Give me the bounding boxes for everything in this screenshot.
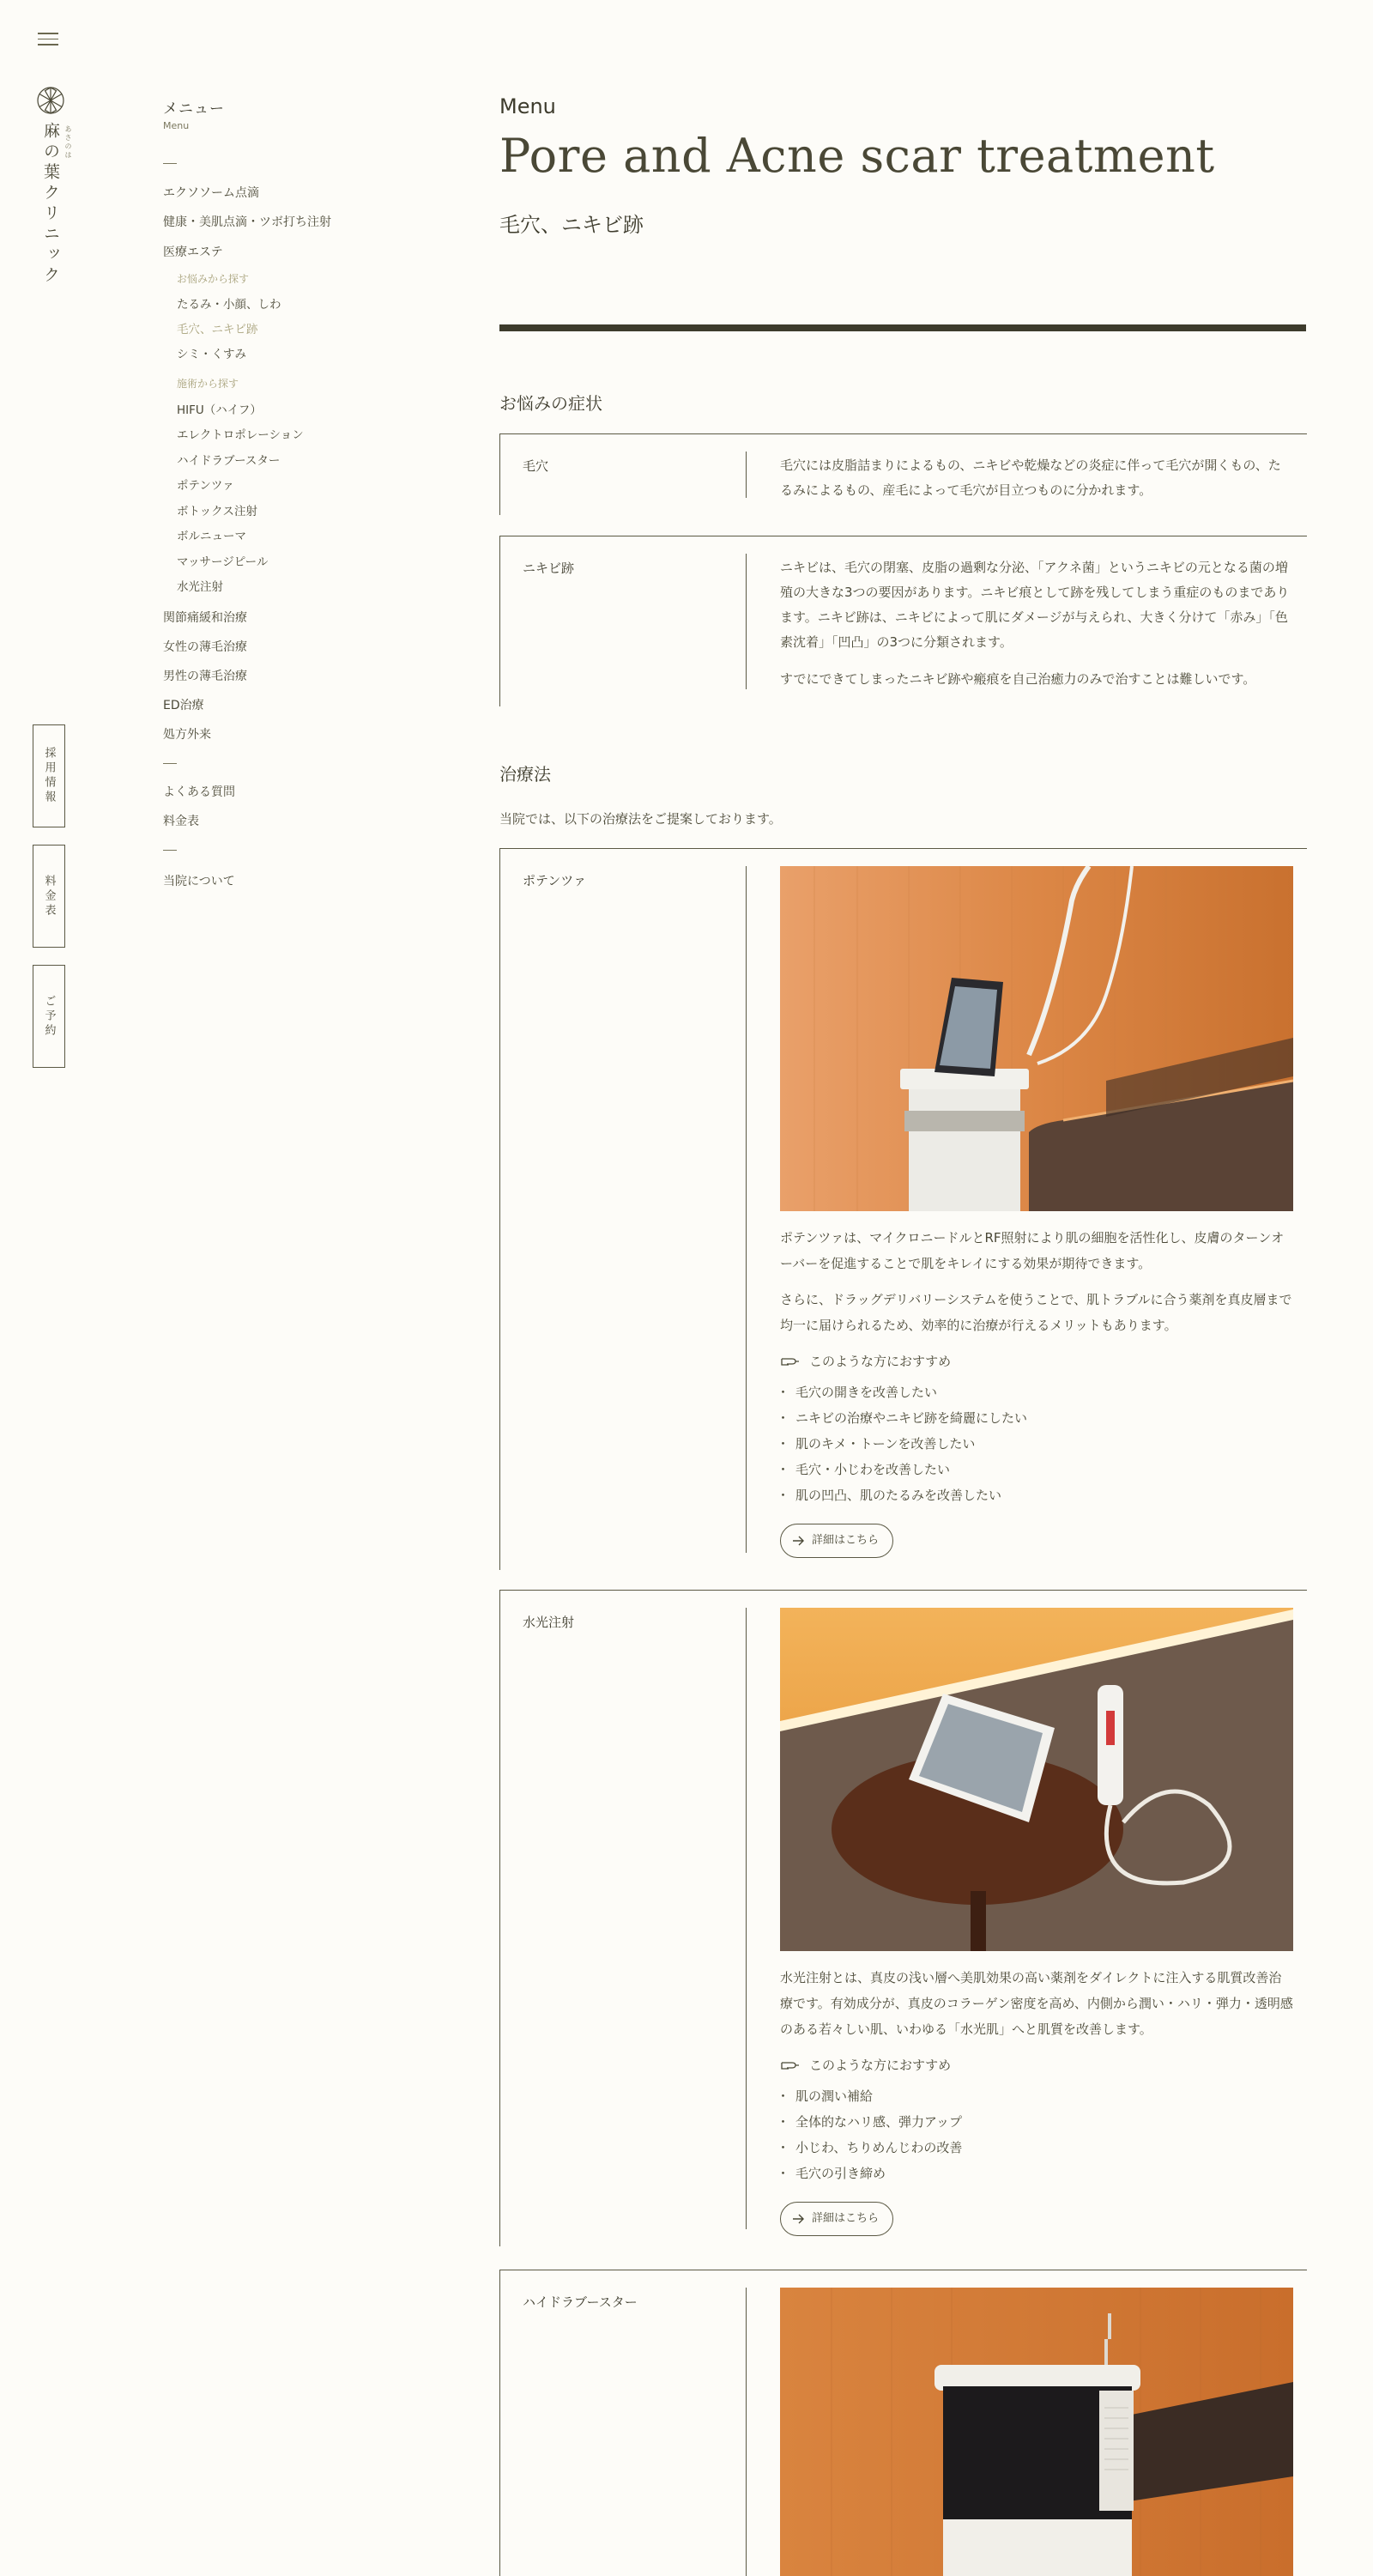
list-item: ・ 肌のキメ・トーンを改善したい	[780, 1431, 1293, 1457]
symptom-label: ニキビ跡	[523, 561, 575, 576]
detail-button-label: 詳細はこちら	[812, 2212, 880, 2225]
menu-divider	[163, 763, 177, 764]
menu-item-health-drip[interactable]: 健康・美肌点滴・ツボ打ち注射	[163, 215, 331, 229]
recruit-label: 採用情報	[42, 747, 56, 805]
menu-item-spots[interactable]: シミ・くすみ	[177, 348, 246, 361]
menu-item-about[interactable]: 当院について	[163, 875, 235, 888]
potenza-detail-button[interactable]	[780, 1524, 893, 1558]
menu-item-massage-peel[interactable]: マッサージピール	[177, 555, 269, 569]
menu-item-ed[interactable]: ED治療	[163, 699, 204, 712]
menu-item-hydra[interactable]: ハイドラブースター	[177, 454, 281, 468]
pricing-side-button[interactable]	[33, 845, 65, 948]
treatment-paragraph: さらに、ドラッグデリバリーシステムを使うことで、肌トラブルに合う薬剤を真皮層まで均一に届けられるため、効率的に治療が行えるメリットもあります。	[780, 1292, 1292, 1333]
menu-item-pore-active[interactable]: 毛穴、ニキビ跡	[177, 323, 258, 336]
water-light-device-photo	[780, 1608, 1293, 1951]
treatment-card-potenza	[499, 848, 1307, 1570]
pricing-side-label: 料金表	[42, 874, 56, 918]
arrow-right-icon	[791, 1534, 805, 1548]
treatment-name: ポテンツァ	[523, 873, 587, 888]
menu-category-treatment: 施術から探す	[177, 378, 239, 390]
card-divider	[746, 452, 747, 498]
symptom-card-acne-scar	[499, 536, 1307, 706]
arrow-right-icon	[791, 2212, 805, 2226]
treatment-details	[780, 1225, 1293, 1558]
symptom-description	[780, 555, 1291, 704]
brand-ruby: あさのは	[64, 125, 72, 160]
menu-item-sagging[interactable]: たるみ・小顔、しわ	[177, 298, 281, 312]
menu-item-water-light[interactable]: 水光注射	[177, 580, 223, 594]
list-item: ・ 毛穴の開きを改善したい	[780, 1379, 1293, 1405]
treatment-paragraph: ポテンツァは、マイクロニードルとRF照射により肌の細胞を活性化し、皮膚のターンオーバーを促進することで肌をキレイにする効果が期待できます。	[780, 1230, 1285, 1271]
title-rule	[499, 324, 1306, 331]
menu-item-electroporation[interactable]: エレクトロポレーション	[177, 428, 304, 442]
menu-item-botox[interactable]: ボトックス注射	[177, 505, 257, 518]
treatments-lead: 当院では、以下の治療法をご提案しております。	[499, 811, 782, 827]
symptom-paragraph: すでにできてしまったニキビ跡や瘢痕を自己治癒力のみで治すことは難しいです。	[780, 671, 1256, 687]
list-item: ・ ニキビの治療やニキビ跡を綺麗にしたい	[780, 1405, 1293, 1431]
list-item: ・ 毛穴・小じわを改善したい	[780, 1457, 1293, 1482]
list-item: ・ 全体的なハリ感、弾力アップ	[780, 2109, 1293, 2135]
menu-subtitle: Menu	[163, 120, 190, 131]
list-item: ・ 肌の潤い補給	[780, 2083, 1293, 2109]
menu-divider	[163, 163, 177, 164]
card-divider	[746, 866, 747, 1553]
recruit-button[interactable]	[33, 724, 65, 827]
menu-category-concern: お悩みから探す	[177, 273, 250, 285]
menu-title: メニュー	[163, 100, 225, 118]
page-subtitle: 毛穴、ニキビ跡	[499, 213, 644, 237]
symptoms-heading: お悩みの症状	[499, 393, 602, 414]
recommend-heading	[780, 2052, 1293, 2078]
water-light-detail-button[interactable]	[780, 2202, 893, 2236]
symptom-paragraph: 毛穴には皮脂詰まりによるもの、ニキビや乾燥などの炎症に伴って毛穴が開くもの、たるみによるもの、産毛によって毛穴が目立つものに分かれます。	[780, 458, 1281, 498]
symptom-paragraph: ニキビは、毛穴の閉塞、皮脂の過剰な分泌、「アクネ菌」というニキビの元となる菌の増殖の大きな3つの要因があります。ニキビ痕として跡を残してしまう重症のものまであります。ニキビ跡は、ニキビによって肌にダメージが与えられ、大きく分けて「赤み」「色素沈着」「凹凸」の3つに分類されます。	[780, 560, 1290, 650]
list-item: ・ 肌の凹凸、肌のたるみを改善したい	[780, 1482, 1293, 1508]
menu-item-male-hair[interactable]: 男性の薄毛治療	[163, 670, 247, 683]
menu-item-aesthetic[interactable]: 医療エステ	[163, 245, 223, 259]
brand-name[interactable]: 麻の葉クリニック	[41, 122, 60, 287]
reservation-button[interactable]	[33, 965, 65, 1068]
symptom-card-pore	[499, 433, 1307, 515]
menu-divider	[163, 850, 177, 851]
hemp-leaf-logo-icon	[36, 86, 65, 115]
detail-button-label: 詳細はこちら	[812, 1534, 880, 1547]
menu-item-bornume[interactable]: ボルニューマ	[177, 530, 246, 543]
recommend-heading	[780, 1349, 1293, 1374]
menu-item-exosome[interactable]: エクソソーム点滴	[163, 186, 259, 200]
page-title: Pore and Acne scar treatment	[499, 129, 1215, 183]
potenza-device-photo	[780, 866, 1293, 1211]
treatment-card-hydra	[499, 2270, 1307, 2576]
list-item: ・ 毛穴の引き締め	[780, 2161, 1293, 2186]
card-divider	[746, 2288, 747, 2576]
menu-item-hifu[interactable]: HIFU（ハイフ）	[177, 403, 262, 417]
menu-item-potenza[interactable]: ポテンツァ	[177, 479, 234, 493]
recommend-list	[780, 2083, 1293, 2186]
menu-item-joint[interactable]: 関節痛緩和治療	[163, 611, 247, 625]
menu-item-pricing[interactable]: 料金表	[163, 815, 199, 828]
treatment-paragraph: 水光注射とは、真皮の浅い層へ美肌効果の高い薬剤をダイレクトに注入する肌質改善治療です。有効成分が、真皮のコラーゲン密度を高め、内側から潤い・ハリ・弾力・透明感のある若々しい肌、いわゆる「水光肌」へと肌質を改善します。	[780, 1970, 1293, 2037]
reservation-label: ご予約	[42, 994, 56, 1039]
treatment-name: ハイドラブースター	[523, 2294, 638, 2310]
treatment-details	[780, 1965, 1293, 2236]
treatment-card-water-light	[499, 1590, 1307, 2246]
recommend-heading-label: このような方におすすめ	[809, 2058, 952, 2073]
pointing-hand-icon	[780, 1355, 801, 1367]
menu-item-prescription[interactable]: 処方外来	[163, 728, 211, 742]
treatment-name: 水光注射	[523, 1615, 575, 1630]
pointing-hand-icon	[780, 2059, 801, 2071]
card-divider	[746, 1608, 747, 2229]
recommend-heading-label: このような方におすすめ	[809, 1354, 952, 1369]
card-divider	[746, 554, 747, 689]
treatments-heading: 治療法	[499, 764, 551, 785]
symptom-label: 毛穴	[523, 458, 549, 474]
page-eyebrow: Menu	[499, 94, 556, 118]
hydra-device-photo	[780, 2288, 1293, 2576]
menu-item-faq[interactable]: よくある質問	[163, 785, 235, 799]
symptom-description	[780, 453, 1291, 515]
recommend-list	[780, 1379, 1293, 1508]
list-item: ・ 小じわ、ちりめんじわの改善	[780, 2135, 1293, 2161]
hamburger-menu-icon[interactable]	[38, 33, 58, 48]
menu-item-female-hair[interactable]: 女性の薄毛治療	[163, 640, 247, 654]
